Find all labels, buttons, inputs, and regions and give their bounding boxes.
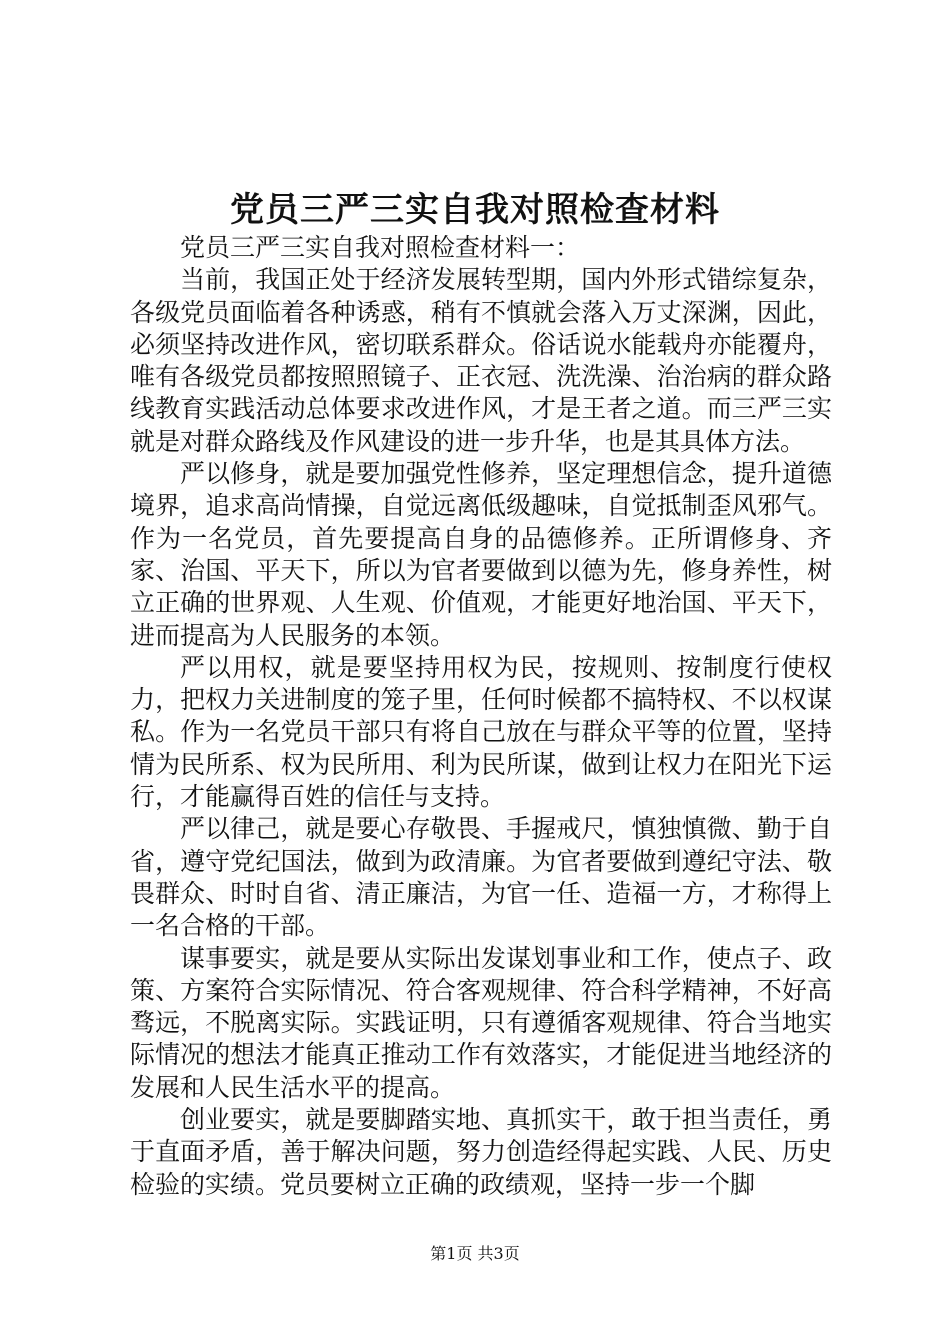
paragraph-self-cultivation: 严以修身，就是要加强党性修养，坚定理想信念，提升道德境界，追求高尚情操，自觉远离低级趣味，自觉抵制歪风邪气。作为一名党员，首先要提高自身的品德修养。正所谓修身、齐家、治国、平天下，所以为官者要做到以德为先，修身养性，树立正确的世界观、人生观、价值观，才能更好地治国、平天下，进而提高为人民服务的本领。 [130,459,832,650]
document-body [130,232,832,1201]
document-title: 党员三严三实自我对照检查材料 [230,190,720,230]
paragraph-planning: 谋事要实，就是要从实际出发谋划事业和工作，使点子、政策、方案符合实际情况、符合客观规律、符合科学精神，不好高骛远，不脱离实际。实践证明，只有遵循客观规律、符合当地实际情况的想法才能真正推动工作有效落实，才能促进当地经济的发展和人民生活水平的提高。 [130,943,832,1102]
paragraph-subtitle: 党员三严三实自我对照检查材料一： [180,233,581,262]
page-number-footer: 第1页 共3页 [430,1244,520,1263]
paragraph-intro: 当前，我国正处于经济发展转型期，国内外形式错综复杂，各级党员面临着各种诱惑，稍有不慎就会落入万丈深渊，因此，必须坚持改进作风，密切联系群众。俗话说水能载舟亦能覆舟，唯有各级党员都按照照镜子、正衣冠、洗洗澡、治治病的群众路线教育实践活动总体要求改进作风，才是王者之道。而三严三实就是对群众路线及作风建设的进一步升华，也是其具体方法。 [130,265,832,456]
paragraph-use-of-power: 严以用权，就是要坚持用权为民，按规则、按制度行使权力，把权力关进制度的笼子里，任何时候都不搞特权、不以权谋私。作为一名党员干部只有将自己放在与群众平等的位置，坚持情为民所系、权为民所用、利为民所谋，做到让权力在阳光下运行，才能赢得百姓的信任与支持。 [130,652,832,812]
paragraph-self-discipline: 严以律己，就是要心存敬畏、手握戒尺，慎独慎微、勤于自省，遵守党纪国法，做到为政清廉。为官者要做到遵纪守法、敬畏群众、时时自省、清正廉洁，为官一任、造福一方，才称得上一名合格的干部。 [130,814,832,941]
paragraph-entrepreneurship: 创业要实，就是要脚踏实地、真抓实干，敢于担当责任，勇于直面矛盾，善于解决问题，努力创造经得起实践、人民、历史检验的实绩。党员要树立正确的政绩观，坚持一步一个脚 [130,1105,832,1199]
